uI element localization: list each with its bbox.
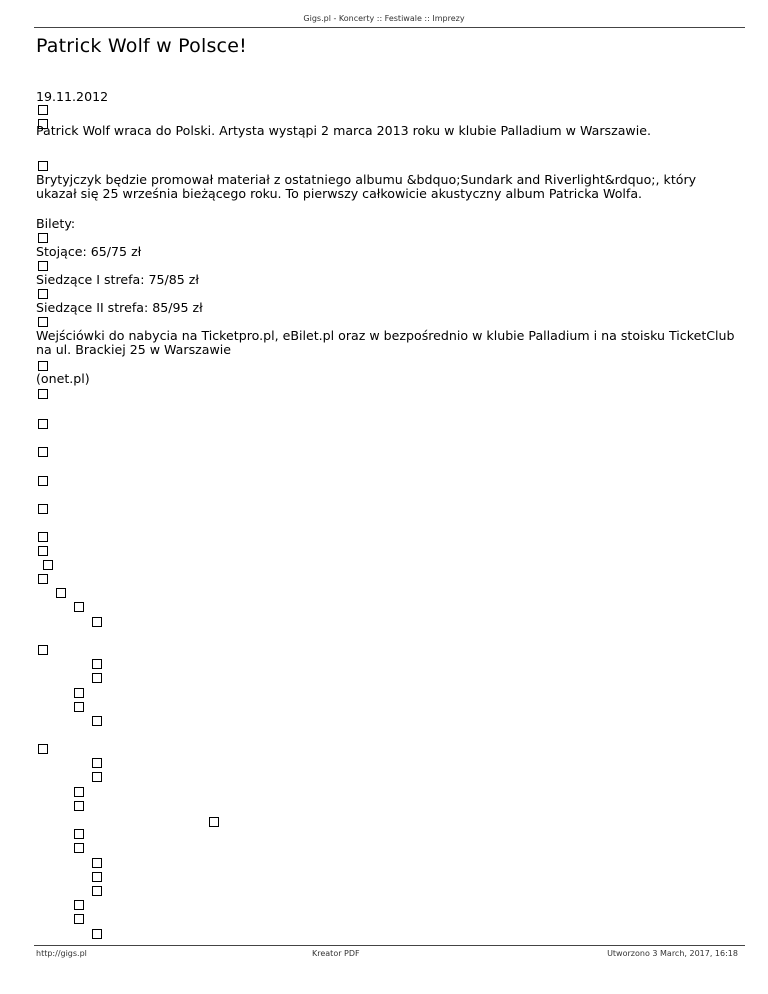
missing-glyph-box: [92, 659, 102, 669]
missing-glyph-box: [92, 872, 102, 882]
article-lead: Patrick Wolf wraca do Polski. Artysta wystąpi 2 marca 2013 roku w klubie Palladium w Warszawie.: [36, 123, 651, 138]
missing-glyph-box: [74, 914, 84, 924]
footer-url: http://gigs.pl: [36, 949, 87, 958]
missing-glyph-box: [74, 829, 84, 839]
missing-glyph-box: [74, 787, 84, 797]
price-standing: Stojące: 65/75 zł: [36, 244, 142, 259]
missing-glyph-box: [92, 617, 102, 627]
missing-glyph-box: [38, 361, 48, 371]
missing-glyph-box: [38, 389, 48, 399]
missing-glyph-box: [38, 504, 48, 514]
missing-glyph-box: [92, 673, 102, 683]
article-paragraph: Brytyjczyk będzie promował materiał z ostatniego albumu &bdquo;Sundark and Riverlight&rdquo;, który ukazał się 25 września bieżącego roku. To pierwszy całkowicie akustyczny album Patricka Wolfa.: [36, 172, 697, 201]
missing-glyph-box: [38, 419, 48, 429]
missing-glyph-box: [38, 447, 48, 457]
missing-glyph-box: [56, 588, 66, 598]
footer-generator: Kreator PDF: [312, 949, 360, 958]
missing-glyph-box: [74, 843, 84, 853]
article-source: (onet.pl): [36, 371, 90, 386]
missing-glyph-box: [38, 574, 48, 584]
missing-glyph-box: [92, 886, 102, 896]
missing-glyph-box: [38, 546, 48, 556]
missing-glyph-box: [92, 716, 102, 726]
article-title: Patrick Wolf w Polsce!: [36, 35, 247, 57]
footer-divider: [34, 945, 745, 946]
missing-glyph-box: [209, 817, 219, 827]
missing-glyph-box: [38, 744, 48, 754]
missing-glyph-box: [74, 801, 84, 811]
missing-glyph-box: [74, 702, 84, 712]
missing-glyph-box: [38, 476, 48, 486]
missing-glyph-box: [38, 532, 48, 542]
missing-glyph-box: [74, 602, 84, 612]
footer-created-date: Utworzono 3 March, 2017, 16:18: [607, 949, 738, 958]
page-header: Gigs.pl - Koncerty :: Festiwale :: Imprezy: [303, 14, 465, 23]
article-date: 19.11.2012: [36, 89, 109, 104]
tickets-heading: Bilety:: [36, 216, 76, 231]
missing-glyph-box: [92, 758, 102, 768]
ticket-sales-info: Wejściówki do nabycia na Ticketpro.pl, eBilet.pl oraz w bezpośrednio w klubie Palladium i na stoisku TicketClub na ul. Brackiej 25 w Warszawie: [36, 328, 735, 357]
missing-glyph-box: [38, 105, 48, 115]
missing-glyph-box: [38, 161, 48, 171]
price-seated-zone-2: Siedzące II strefa: 85/95 zł: [36, 300, 203, 315]
missing-glyph-box: [38, 645, 48, 655]
missing-glyph-box: [38, 119, 48, 129]
price-seated-zone-1: Siedzące I strefa: 75/85 zł: [36, 272, 199, 287]
missing-glyph-box: [38, 317, 48, 327]
missing-glyph-box: [74, 688, 84, 698]
missing-glyph-box: [92, 929, 102, 939]
header-divider: [34, 27, 745, 28]
missing-glyph-box: [74, 900, 84, 910]
missing-glyph-box: [38, 233, 48, 243]
missing-glyph-box: [38, 289, 48, 299]
missing-glyph-box: [92, 772, 102, 782]
missing-glyph-box: [43, 560, 53, 570]
missing-glyph-box: [92, 858, 102, 868]
missing-glyph-box: [38, 261, 48, 271]
